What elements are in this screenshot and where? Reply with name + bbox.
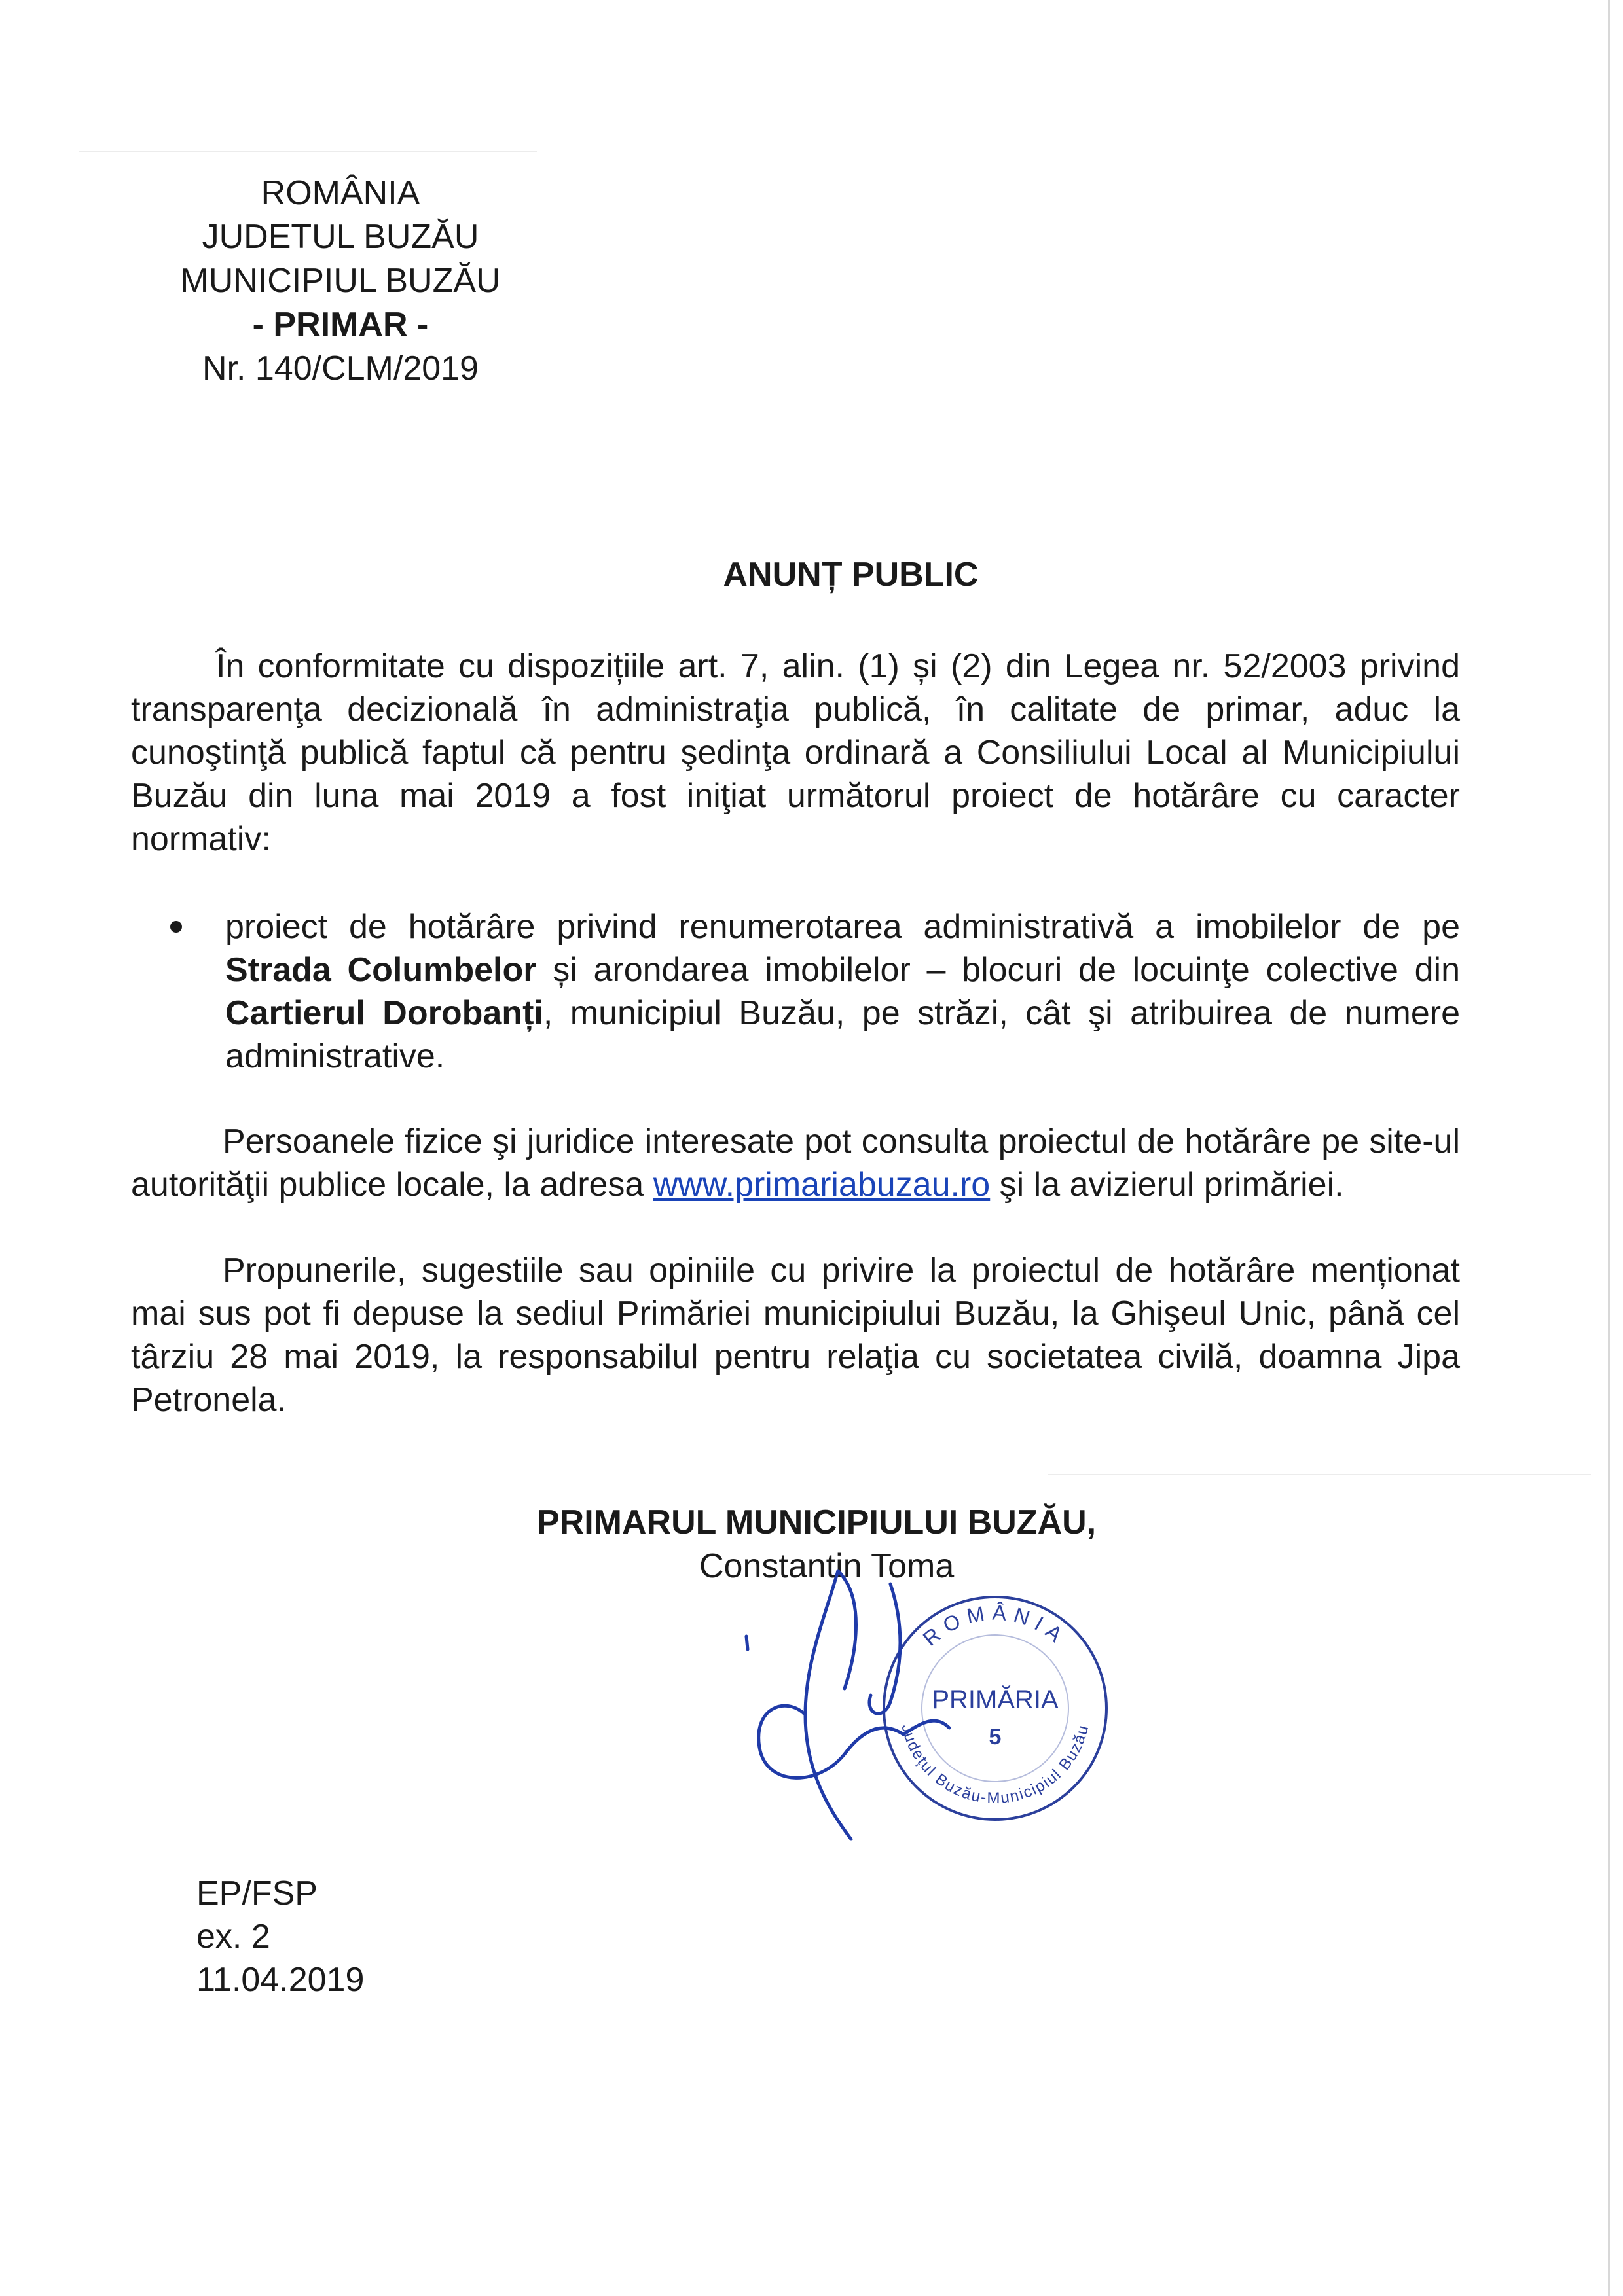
signatory-name: Constantin Toma <box>699 1547 955 1585</box>
project-description: proiect de hotărâre privind renumerotarea administrativă a imobilelor de pe Strada Columbelor și arondarea imobilelor – blocuri de locuinţe colective din Cartierul Dorobanți, municipiul Buzău, pe străzi, cât şi atribuirea de numere administrative. <box>225 908 1460 1075</box>
signatory-title: PRIMARUL MUNICIPIULUI BUZĂU, <box>537 1503 1097 1541</box>
footer-date: 11.04.2019 <box>196 1961 365 1999</box>
scan-edge <box>1608 0 1610 2296</box>
stamp-number: 5 <box>989 1725 1002 1749</box>
document-title: ANUNȚ PUBLIC <box>723 556 979 594</box>
list-item-project <box>170 905 1460 1078</box>
stamp-bottom-text: Județul Buzău-Municipiul Buzău <box>898 1722 1093 1808</box>
header-office: - PRIMAR - <box>252 306 429 344</box>
paragraph-consultation: Persoanele fizice şi juridice interesate pot consulta proiectul de hotărâre pe site-ul autorităţii publice locale, la adresa www.primariabuzau.ro şi la avizierul primăriei. <box>131 1122 1460 1204</box>
header-registration-number: Nr. 140/CLM/2019 <box>202 350 479 387</box>
header-county: JUDETUL BUZĂU <box>202 218 479 256</box>
paragraph-proposals: Propunerile, sugestiile sau opiniile cu privire la proiectul de hotărâre menționat mai sus pot fi depuse la sediul Primăriei municipiului Buzău, la Ghişeul Unic, până cel târziu 28 mai 2019, la responsabilul pentru relaţia cu societatea civilă, doamna Jipa Petronela. <box>131 1251 1460 1419</box>
header-country: ROMÂNIA <box>261 174 420 212</box>
district-name: Cartierul Dorobanți <box>225 994 543 1032</box>
bullet-icon <box>170 921 182 933</box>
header-municipality: MUNICIPIUL BUZĂU <box>180 262 501 300</box>
scan-artifact-line <box>79 151 537 152</box>
stamp-top-text: ROMÂNIA <box>918 1600 1072 1651</box>
document-header <box>118 171 563 391</box>
website-link[interactable]: www.primariabuzau.ro <box>653 1166 991 1204</box>
footer-copies: ex. 2 <box>196 1918 270 1956</box>
scan-artifact-line <box>1048 1474 1591 1475</box>
handwritten-signature <box>707 1558 1021 1859</box>
document-footer <box>196 1872 364 2001</box>
footer-initials: EP/FSP <box>196 1874 318 1912</box>
paragraph-legal-basis: În conformitate cu dispozițiile art. 7, alin. (1) și (2) din Legea nr. 52/2003 privind transparenţa decizională în administraţia publică, în calitate de primar, aduc la cunoştinţă publică faptul că pentru şedinţa ordinară a Consiliului Local al Municipiului Buzău din luna mai 2019 a fost iniţiat următorul proiect de hotărâre cu caracter normativ: <box>131 647 1460 858</box>
stamp-center-text: PRIMĂRIA <box>932 1685 1059 1714</box>
street-name: Strada Columbelor <box>225 951 537 989</box>
